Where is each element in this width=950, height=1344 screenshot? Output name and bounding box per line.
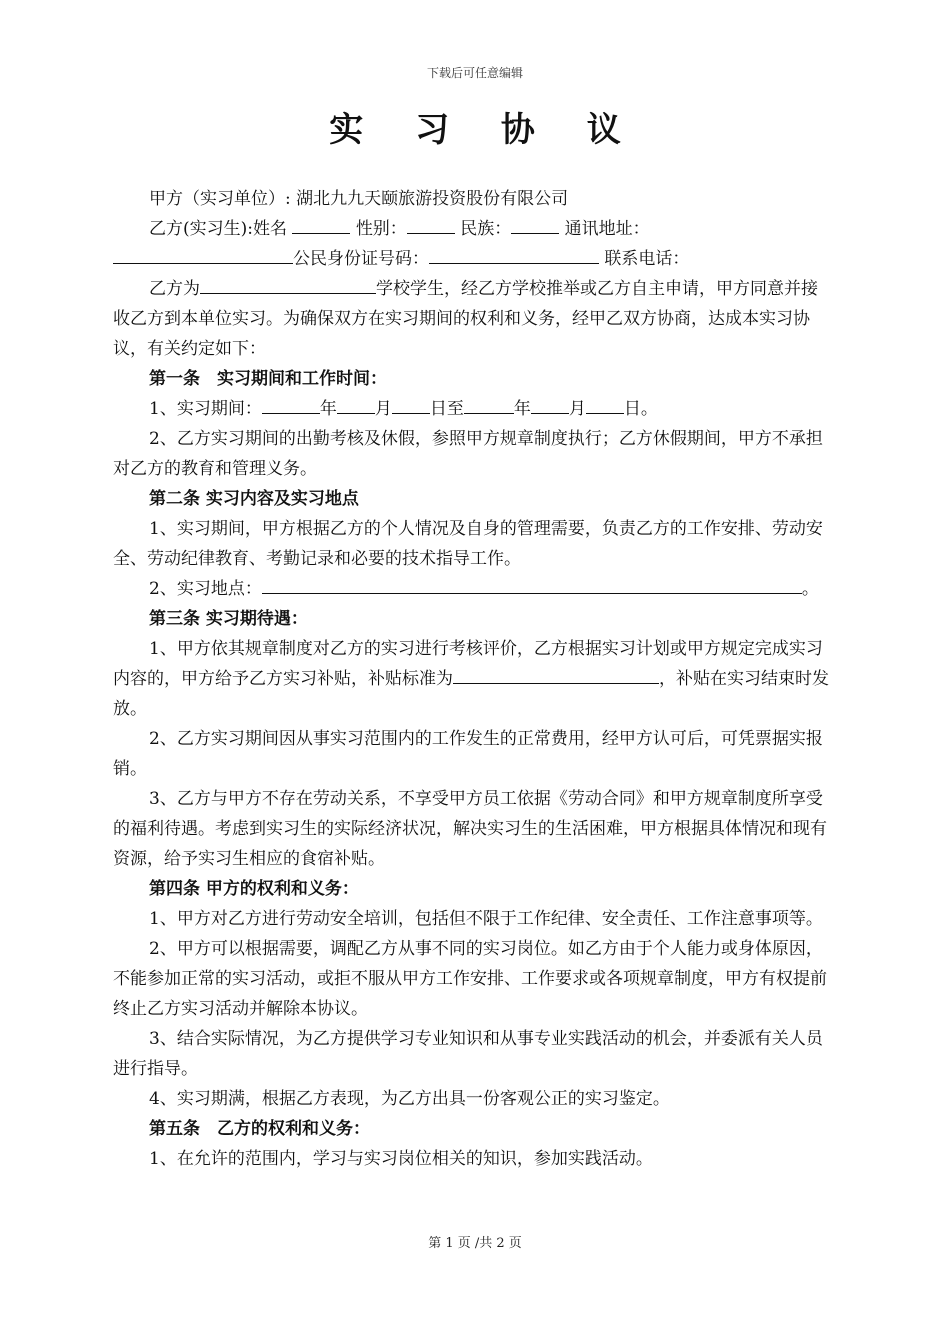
page-header: 下载后可任意编辑 bbox=[426, 66, 523, 80]
intro-text-b: 学校学生，经乙方学校推举或乙方自主申请，甲方同意并接收乙方到本单位实习。为确保双方在实习期间的权利和义务，经甲乙双方协商，达成本实习协议，有关约定如下： bbox=[113, 279, 818, 359]
article-3-expenses: 2、乙方实习期间因从事实习范围内的工作发生的正常费用，经甲方认可后，可凭票据实报销。 bbox=[113, 729, 823, 779]
day-to-label: 日至 bbox=[429, 399, 464, 419]
end-month-blank[interactable] bbox=[531, 395, 569, 414]
party-b-name-label: 乙方(实习生):姓名 bbox=[149, 219, 287, 239]
phone-label: 联系电话： bbox=[604, 249, 690, 269]
article-4-item-3: 3、结合实际情况，为乙方提供学习专业知识和从事专业实践活动的机会，并委派有关人员进行指导。 bbox=[113, 1029, 823, 1079]
id-number-blank[interactable] bbox=[429, 245, 599, 264]
party-b-line bbox=[113, 214, 833, 244]
agreement-body bbox=[113, 184, 833, 1174]
article-2-content: 1、实习期间，甲方根据乙方的个人情况及自身的管理需要，负责乙方的工作安排、劳动安全、劳动纪律教育、考勤记录和必要的技术指导工作。 bbox=[113, 519, 823, 569]
end-day-blank[interactable] bbox=[586, 395, 624, 414]
party-a-line: 甲方（实习单位）: 湖北九九天颐旅游投资股份有限公司 bbox=[149, 189, 569, 209]
article-1-attendance: 2、乙方实习期间的出勤考核及休假，参照甲方规章制度执行；乙方休假期间，甲方不承担对乙方的教育和管理义务。 bbox=[113, 429, 823, 479]
article-1-heading: 第一条 实习期间和工作时间： bbox=[149, 369, 387, 389]
article-3-benefits: 3、乙方与甲方不存在劳动关系，不享受甲方员工依据《劳动合同》和甲方规章制度所享受的福利待遇。考虑到实习生的实际经济状况，解决实习生的生活困难，甲方根据具体情况和现有资源，给予实习生相应的食宿补贴。 bbox=[113, 789, 827, 869]
start-year-blank[interactable] bbox=[262, 395, 320, 414]
gender-label: 性别： bbox=[355, 219, 407, 239]
location-label: 2、实习地点： bbox=[149, 579, 262, 599]
intro-paragraph bbox=[113, 274, 833, 364]
article-4-item-2: 2、甲方可以根据需要，调配乙方从事不同的实习岗位。如乙方由于个人能力或身体原因，不能参加正常的实习活动，或拒不服从甲方工作安排、工作要求或各项规章制度，甲方有权提前终止乙方实习活动并解除本协议。 bbox=[113, 939, 827, 1019]
start-month-blank[interactable] bbox=[337, 395, 375, 414]
gender-blank[interactable] bbox=[407, 215, 455, 234]
location-end: 。 bbox=[801, 579, 819, 599]
address-blank[interactable] bbox=[113, 245, 293, 264]
month-label-2: 月 bbox=[568, 399, 586, 419]
article-4-item-4: 4、实习期满，根据乙方表现，为乙方出具一份客观公正的实习鉴定。 bbox=[149, 1089, 670, 1109]
article-3-heading: 第三条 实习期待遇： bbox=[149, 609, 308, 629]
address-label: 通讯地址： bbox=[564, 219, 650, 239]
article-1-period bbox=[113, 394, 833, 424]
id-number-label: 公民身份证号码： bbox=[293, 249, 429, 269]
article-4-item-1: 1、甲方对乙方进行劳动安全培训，包括但不限于工作纪律、安全责任、工作注意事项等。 bbox=[149, 909, 823, 929]
period-label: 1、实习期间： bbox=[149, 399, 262, 419]
subsidy-text-a: 1、甲方依其规章制度对乙方的实习进行考核评价，乙方根据实习计划或甲方规定完成实习内容的，甲方给予乙方实习补贴，补贴标准为 bbox=[113, 639, 823, 689]
location-blank[interactable] bbox=[262, 575, 802, 594]
ethnicity-blank[interactable] bbox=[511, 215, 559, 234]
article-3-subsidy bbox=[113, 634, 833, 724]
page-footer: 第 1 页 /共 2 页 bbox=[428, 1236, 522, 1251]
year-label-2: 年 bbox=[513, 399, 531, 419]
party-b-line-2 bbox=[113, 244, 833, 274]
article-5-item-1: 1、在允许的范围内，学习与实习岗位相关的知识，参加实践活动。 bbox=[149, 1149, 653, 1169]
ethnicity-label: 民族： bbox=[460, 219, 512, 239]
end-year-blank[interactable] bbox=[464, 395, 514, 414]
start-day-blank[interactable] bbox=[392, 395, 430, 414]
school-blank[interactable] bbox=[200, 275, 376, 294]
month-label: 月 bbox=[374, 399, 392, 419]
document-title: 实 习 协 议 bbox=[329, 110, 641, 150]
article-4-heading: 第四条 甲方的权利和义务： bbox=[149, 879, 359, 899]
subsidy-text-b: ，补贴在实习结束时发放。 bbox=[113, 669, 829, 719]
article-5-heading: 第五条 乙方的权利和义务： bbox=[149, 1119, 370, 1139]
name-blank[interactable] bbox=[292, 215, 350, 234]
year-label: 年 bbox=[319, 399, 337, 419]
intro-text-a: 乙方为 bbox=[149, 279, 200, 299]
subsidy-standard-blank[interactable] bbox=[453, 665, 659, 684]
article-2-heading: 第二条 实习内容及实习地点 bbox=[149, 489, 359, 509]
article-2-location bbox=[113, 574, 833, 604]
day-end-label: 日。 bbox=[623, 399, 658, 419]
